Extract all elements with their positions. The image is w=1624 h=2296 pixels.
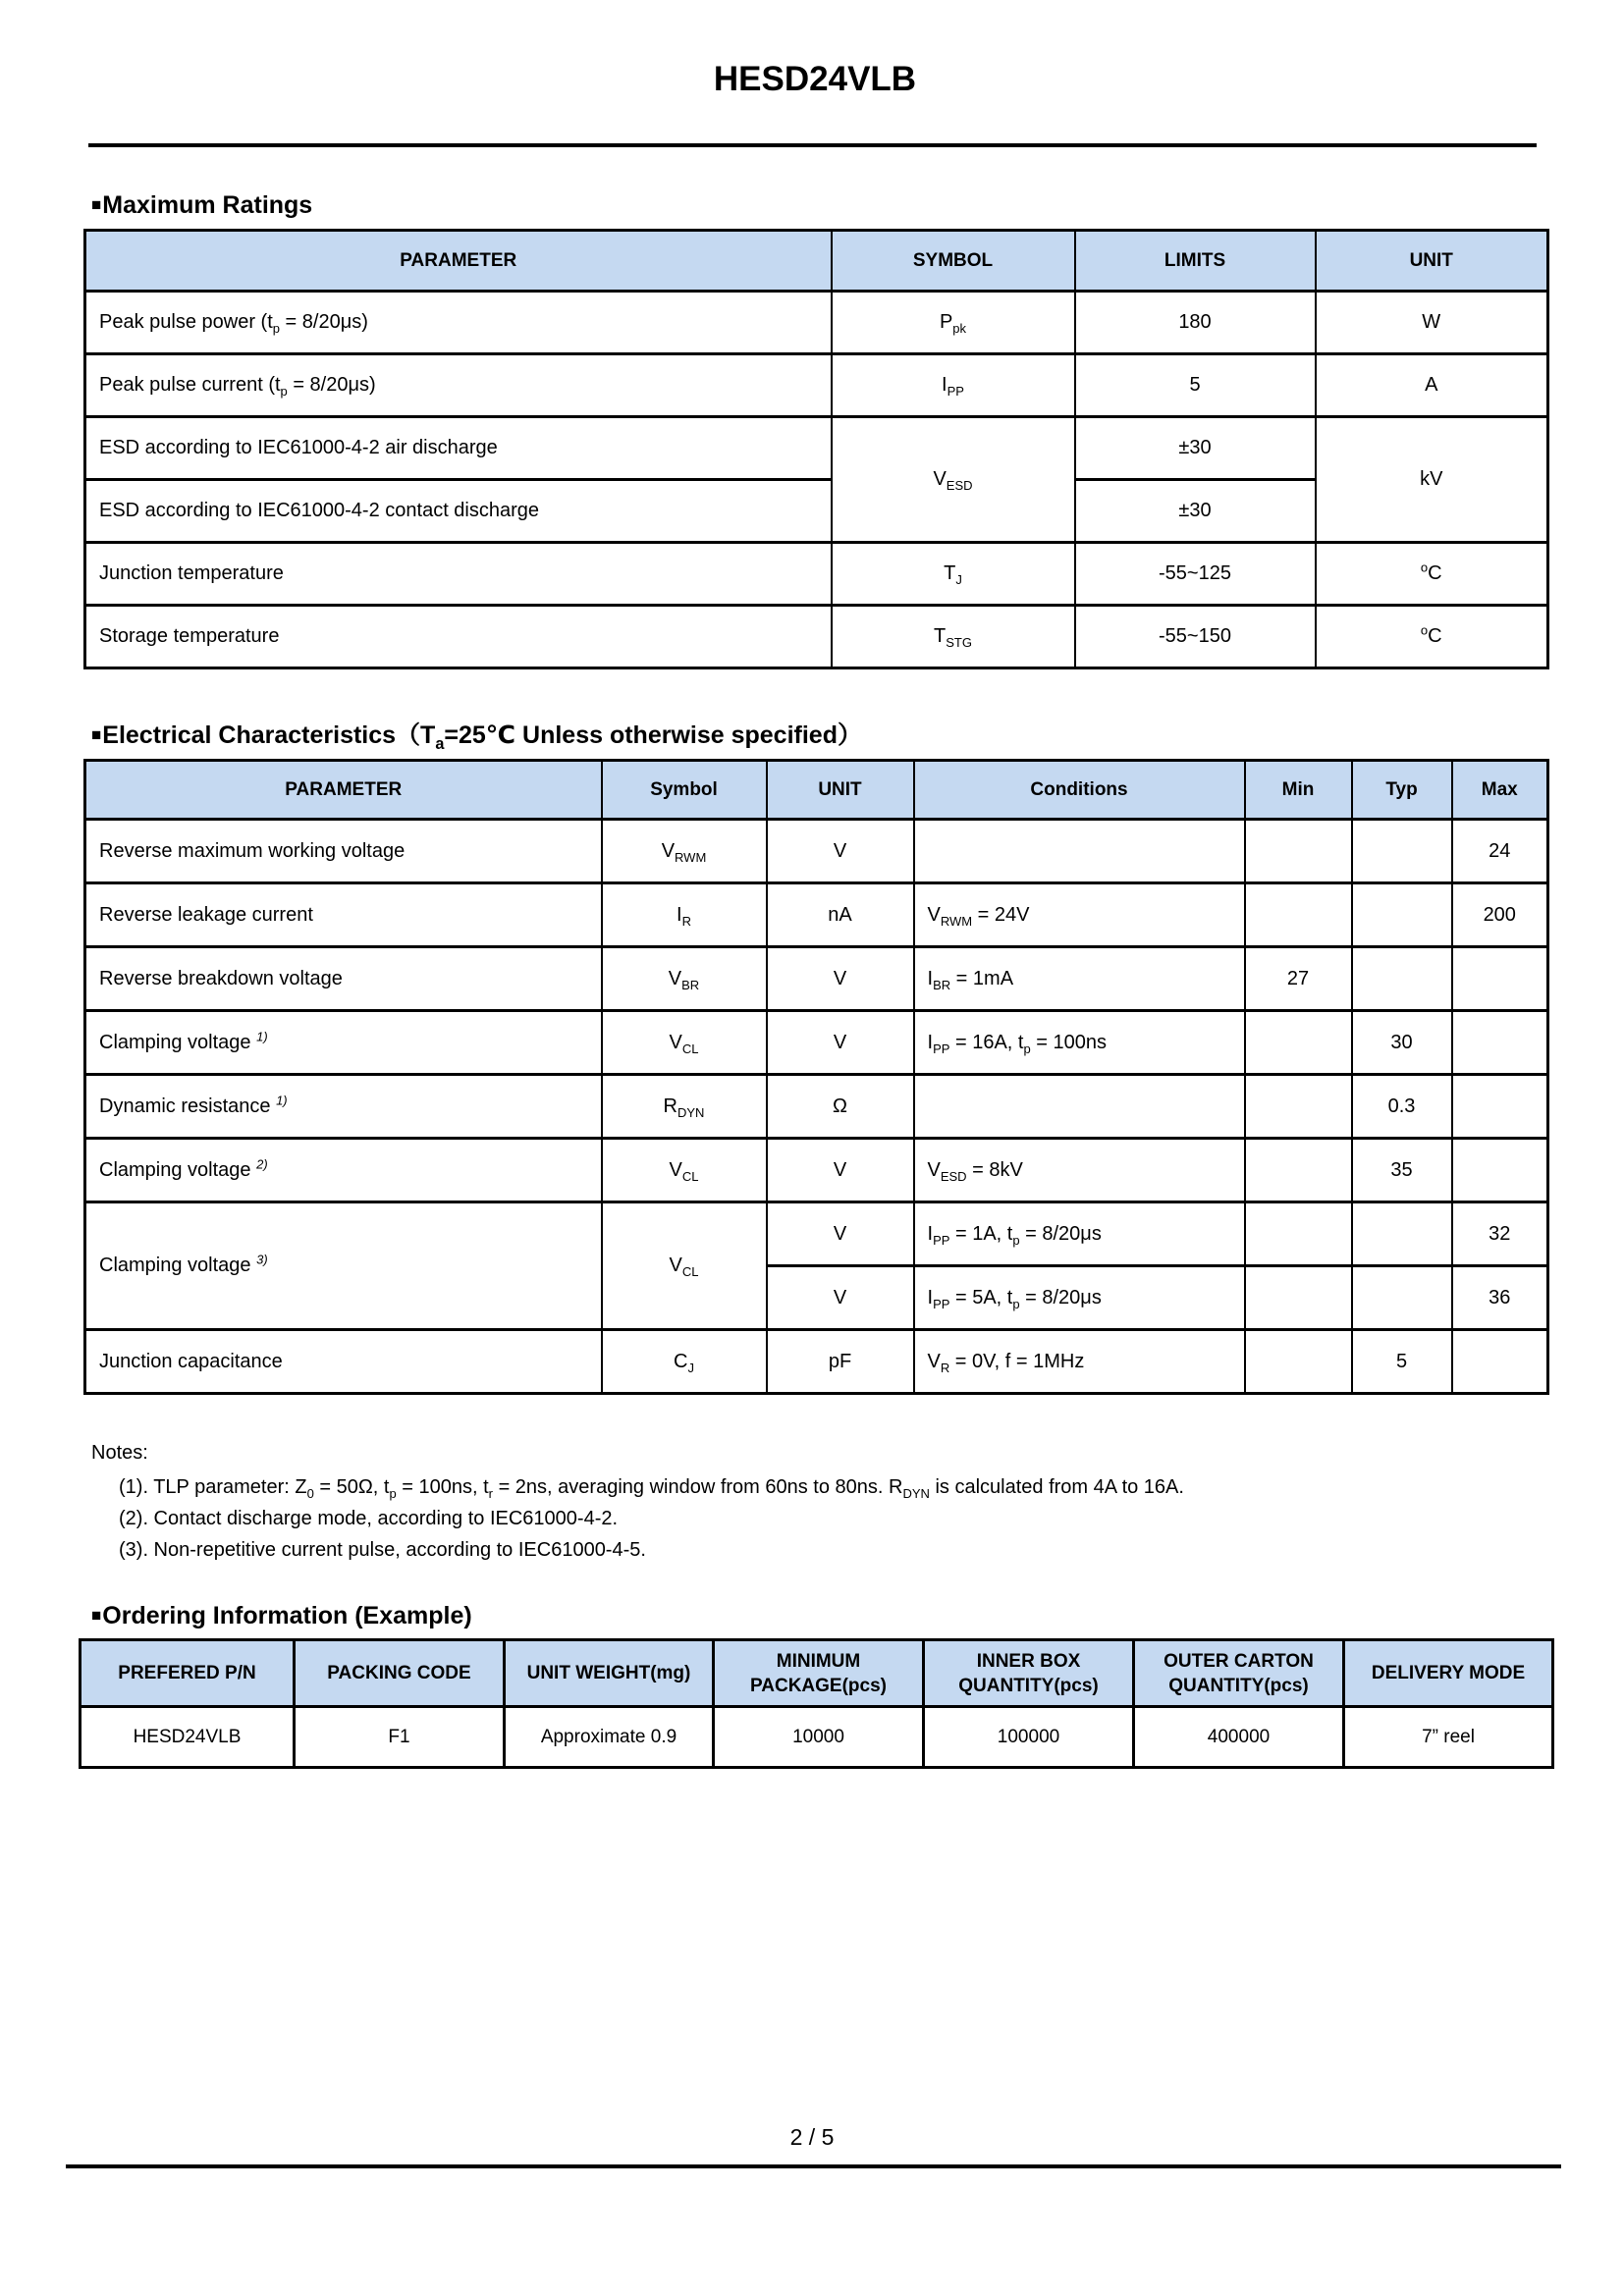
table-row	[85, 820, 1548, 883]
cell-prefered-pn: HESD24VLB	[81, 1707, 295, 1768]
cell-typ	[1352, 1266, 1452, 1330]
cell-unit: V	[767, 1139, 914, 1202]
cell-max: 200	[1452, 883, 1548, 947]
cell-unit: pF	[767, 1330, 914, 1394]
cell-max	[1452, 1075, 1548, 1139]
section-heading-label: Maximum Ratings	[102, 191, 313, 219]
table-row	[85, 606, 1548, 668]
cell-symbol: $P_{pk}$	[832, 292, 1075, 354]
cell-conditions: $I_{PP} = 5A$, $t_p = 8/20\mu s$	[914, 1266, 1245, 1330]
cell-symbol: $V_{RWM}$	[602, 820, 767, 883]
cell-symbol: $C_J$	[602, 1330, 767, 1394]
cell-parameter: Reverse breakdown voltage	[85, 947, 602, 1011]
section-heading-label: Electrical $Characteristics(T_a=25℃$ Unless otherwise specified）	[102, 721, 862, 753]
cell-min	[1245, 1139, 1352, 1202]
column-header-packing-code: PACKING CODE	[295, 1640, 505, 1707]
cell-symbol: $I_R$	[602, 883, 767, 947]
cell-parameter: Peak pulse current $(t_p = 8/20\mu s)$	[85, 354, 832, 417]
cell-unit-weight: Approximate 0.9	[505, 1707, 714, 1768]
cell-max: 32	[1452, 1202, 1548, 1266]
table-row	[85, 354, 1548, 417]
note-item: (1). TLP parameter: $Z_0 = 50\Omega$, $t_p = 100ns$, $t_r = 2ns$, averaging window from 60ns to 80ns. $R_{DYN}$ is calculated from 4A to 16A.	[119, 1476, 1184, 1501]
cell-min: 27	[1245, 947, 1352, 1011]
table-row	[85, 1139, 1548, 1202]
cell-parameter: Dynamic resistance $^{1)}$	[85, 1075, 602, 1139]
cell-parameter: Reverse maximum working voltage	[85, 820, 602, 883]
cell-typ	[1352, 947, 1452, 1011]
cell-unit: $^o$C	[1316, 606, 1548, 668]
cell-min	[1245, 820, 1352, 883]
cell-min	[1245, 1075, 1352, 1139]
cell-typ	[1352, 883, 1452, 947]
cell-parameter: Clamping voltage $^{2)}$	[85, 1139, 602, 1202]
cell-max	[1452, 1011, 1548, 1075]
cell-max	[1452, 1139, 1548, 1202]
cell-symbol: $V_{CL}$	[602, 1011, 767, 1075]
page-number: 2 / 5	[789, 2124, 835, 2150]
cell-unit: V	[767, 1266, 914, 1330]
column-header-outer-carton-quantity: OUTER CARTON QUANTITY(pcs)	[1134, 1640, 1344, 1707]
cell-limits: ±30	[1075, 417, 1316, 480]
cell-symbol: $V_{BR}$	[602, 947, 767, 1011]
square-bullet-icon: ■	[91, 195, 103, 214]
cell-symbol: $T_{STG}$	[832, 606, 1075, 668]
cell-limits: -55~125	[1075, 543, 1316, 606]
cell-min	[1245, 1266, 1352, 1330]
cell-inner-box-quantity: 100000	[924, 1707, 1134, 1768]
column-header-unit-weight: UNIT WEIGHT(mg)	[505, 1640, 714, 1707]
cell-max: 24	[1452, 820, 1548, 883]
cell-unit: A	[1316, 354, 1548, 417]
title-divider	[88, 143, 1537, 147]
table-row	[85, 883, 1548, 947]
column-header-typ: Typ	[1352, 761, 1452, 820]
column-header-limits: LIMITS	[1075, 231, 1316, 292]
cell-parameter: Storage temperature	[85, 606, 832, 668]
cell-conditions: $V_{ESD} = 8kV$	[914, 1139, 1245, 1202]
cell-min	[1245, 1011, 1352, 1075]
cell-parameter: Reverse leakage current	[85, 883, 602, 947]
cell-symbol: $V_{CL}$	[602, 1139, 767, 1202]
cell-limits: 5	[1075, 354, 1316, 417]
section-heading-ordering-information	[91, 1601, 1546, 1630]
cell-unit: V	[767, 1202, 914, 1266]
ordering-information-table	[79, 1638, 1554, 1769]
section-heading-label: Ordering Information (Example)	[102, 1602, 472, 1629]
section-heading-electrical-characteristics	[91, 721, 1546, 753]
cell-parameter: Clamping voltage $^{1)}$	[85, 1011, 602, 1075]
column-header-prefered-pn: PREFERED P/N	[81, 1640, 295, 1707]
cell-conditions: $I_{BR} = 1mA$	[914, 947, 1245, 1011]
section-heading-maximum-ratings	[91, 190, 1546, 220]
cell-parameter: ESD according to IEC61000-4-2 contact discharge	[85, 480, 832, 543]
cell-min	[1245, 883, 1352, 947]
cell-parameter: Junction capacitance	[85, 1330, 602, 1394]
cell-symbol: $I_{PP}$	[832, 354, 1075, 417]
table-row	[85, 1202, 1548, 1266]
column-header-minimum-package: MINIMUM PACKAGE(pcs)	[714, 1640, 924, 1707]
table-row	[85, 947, 1548, 1011]
column-header-parameter: PARAMETER	[85, 231, 832, 292]
note-item: (2). Contact discharge mode, according to IEC61000-4-2.	[119, 1508, 619, 1529]
table-header-row	[85, 231, 1548, 292]
cell-packing-code: F1	[295, 1707, 505, 1768]
square-bullet-icon: ■	[91, 1606, 103, 1625]
cell-typ: 30	[1352, 1011, 1452, 1075]
cell-typ	[1352, 820, 1452, 883]
cell-minimum-package: 10000	[714, 1707, 924, 1768]
cell-typ	[1352, 1202, 1452, 1266]
cell-limits: 180	[1075, 292, 1316, 354]
cell-unit: V	[767, 820, 914, 883]
table-header-row	[81, 1640, 1553, 1707]
cell-limits: -55~150	[1075, 606, 1316, 668]
cell-unit: nA	[767, 883, 914, 947]
cell-max	[1452, 947, 1548, 1011]
cell-typ: 5	[1352, 1330, 1452, 1394]
cell-symbol: $V_{CL}$	[602, 1202, 767, 1330]
column-header-delivery-mode: DELIVERY MODE	[1344, 1640, 1553, 1707]
column-header-unit: UNIT	[767, 761, 914, 820]
table-row	[85, 1075, 1548, 1139]
cell-unit: Ω	[767, 1075, 914, 1139]
column-header-max: Max	[1452, 761, 1548, 820]
notes-label: Notes:	[91, 1442, 148, 1464]
cell-symbol: $V_{ESD}$	[832, 417, 1075, 543]
cell-typ: 35	[1352, 1139, 1452, 1202]
column-header-symbol: SYMBOL	[832, 231, 1075, 292]
cell-conditions	[914, 820, 1245, 883]
cell-unit: V	[767, 947, 914, 1011]
square-bullet-icon: ■	[91, 725, 103, 744]
max-ratings-table	[83, 229, 1549, 669]
cell-conditions: $I_{PP} = 16A$, $t_p = 100ns$	[914, 1011, 1245, 1075]
notes-section	[83, 1440, 1546, 1566]
page-title: HESD24VLB	[713, 60, 917, 98]
column-header-symbol: Symbol	[602, 761, 767, 820]
table-row	[85, 1011, 1548, 1075]
table-row	[85, 417, 1548, 480]
notes-list	[119, 1471, 1546, 1566]
cell-conditions: $V_R = 0V$, f = 1MHz	[914, 1330, 1245, 1394]
cell-conditions: $V_{RWM} = 24V$	[914, 883, 1245, 947]
cell-typ: 0.3	[1352, 1075, 1452, 1139]
table-row	[85, 292, 1548, 354]
cell-conditions	[914, 1075, 1245, 1139]
column-header-parameter: PARAMETER	[85, 761, 602, 820]
cell-unit: V	[767, 1011, 914, 1075]
cell-parameter: Peak pulse power $(t_p = 8/20\mu s)$	[85, 292, 832, 354]
cell-parameter: ESD according to IEC61000-4-2 air discharge	[85, 417, 832, 480]
table-header-row	[85, 761, 1548, 820]
table-row	[85, 1330, 1548, 1394]
cell-parameter: Junction temperature	[85, 543, 832, 606]
cell-limits: ±30	[1075, 480, 1316, 543]
column-header-conditions: Conditions	[914, 761, 1245, 820]
table-row	[85, 543, 1548, 606]
cell-min	[1245, 1330, 1352, 1394]
note-item: (3). Non-repetitive current pulse, according to IEC61000-4-5.	[119, 1539, 646, 1561]
cell-parameter: Clamping voltage $^{3)}$	[85, 1202, 602, 1330]
cell-symbol: $R_{DYN}$	[602, 1075, 767, 1139]
column-header-min: Min	[1245, 761, 1352, 820]
cell-unit: kV	[1316, 417, 1548, 543]
cell-outer-carton-quantity: 400000	[1134, 1707, 1344, 1768]
cell-unit: W	[1316, 292, 1548, 354]
cell-max	[1452, 1330, 1548, 1394]
cell-min	[1245, 1202, 1352, 1266]
cell-delivery-mode: 7” reel	[1344, 1707, 1553, 1768]
table-row	[81, 1707, 1553, 1768]
electrical-characteristics-table	[83, 759, 1549, 1395]
cell-max: 36	[1452, 1266, 1548, 1330]
cell-symbol: $T_J$	[832, 543, 1075, 606]
column-header-inner-box-quantity: INNER BOX QUANTITY(pcs)	[924, 1640, 1134, 1707]
footer-divider	[66, 2164, 1561, 2168]
cell-conditions: $I_{PP} = 1A$, $t_p = 8/20\mu s$	[914, 1202, 1245, 1266]
cell-unit: $^o$C	[1316, 543, 1548, 606]
column-header-unit: UNIT	[1316, 231, 1548, 292]
